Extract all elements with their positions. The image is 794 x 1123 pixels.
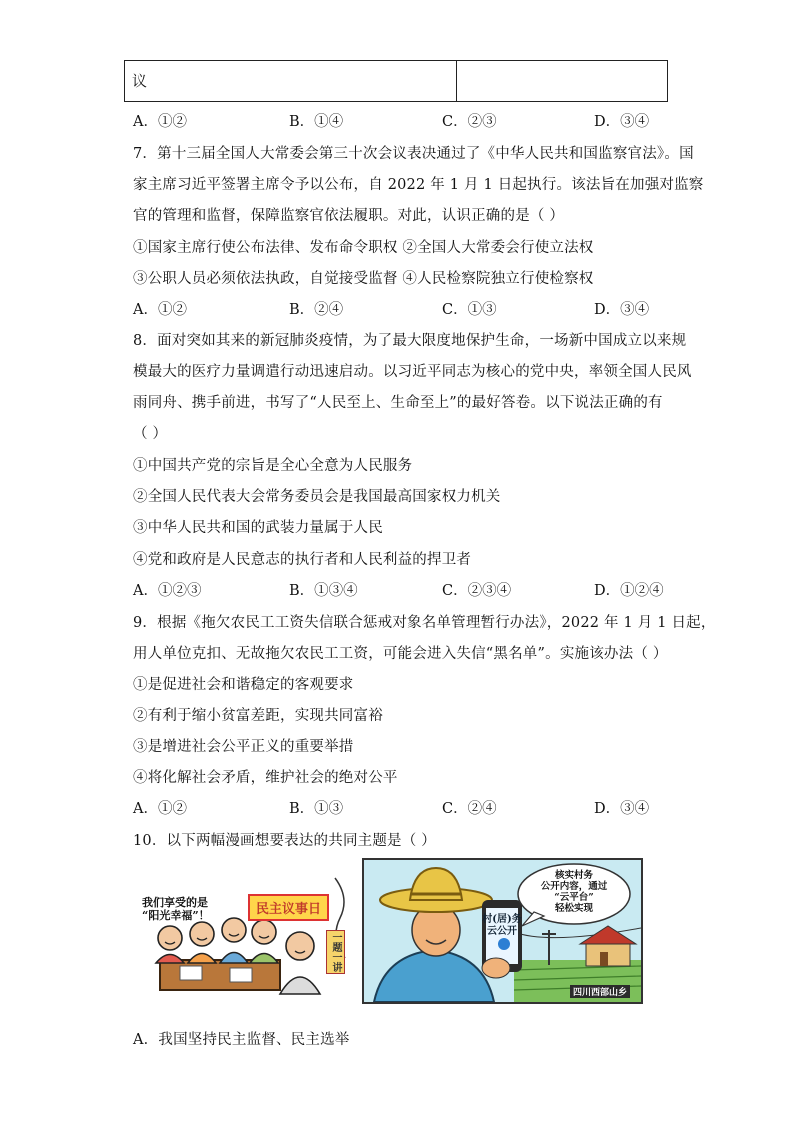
option-b[interactable]: B．①③ [289,801,344,817]
option-c[interactable]: C．②③ [442,114,497,130]
option-a[interactable]: A．①②③ [133,583,202,599]
place-label: 四川西部山乡 [570,985,630,998]
option-c[interactable]: C．②④ [442,801,497,817]
caption-line: “阳光幸福”！ [142,909,210,922]
comic-village-affairs-cloud [362,858,643,1004]
statement-row: ③中华人民共和国的武装力量属于人民 [133,520,383,536]
table-cell: 议 [132,72,148,90]
answer-blank: （ ） [133,426,168,442]
bubble-line: 核实村务 [554,870,593,881]
question-text: 10．以下两幅漫画想要表达的共同主题是（ ） [133,833,436,849]
statement-row: ④党和政府是人民意志的执行者和人民利益的捍卫者 [133,552,472,568]
option-a[interactable]: A．①② [133,114,187,130]
bubble-line: 公开内容，通过 [540,881,608,892]
question-text: 家主席习近平签署主席令予以公布，自 2022 年 1 月 1 日起执行。该法旨在加强对监察 [133,177,704,193]
bubble-line: “云平台” [554,892,594,903]
option-c[interactable]: C．②③④ [442,583,512,599]
phone-screen-text [482,914,522,938]
statement-row: ③是增进社会公平正义的重要举措 [133,739,354,755]
comic-caption [142,896,210,922]
bubble-line: 轻松实现 [554,903,593,914]
question-text: 用人单位克扣、无故拖欠农民工工资，可能会进入失信“黑名单”。实施该办法（ ） [133,646,668,662]
statement-row: ①中国共产党的宗旨是全心全意为人民服务 [133,458,413,474]
answer-table-fragment [124,60,668,102]
question-text: 官的管理和监督，保障监察官依法履职。对此，认识正确的是（ ） [133,208,565,224]
question-text: 雨同舟、携手前进，书写了“人民至上、生命至上”的最好答卷。以下说法正确的有 [133,395,663,411]
option-d[interactable]: D．③④ [594,114,650,130]
question-text: 8．面对突如其来的新冠肺炎疫情，为了最大限度地保护生命，一场新中国成立以来规 [133,333,687,349]
statement-row: ①国家主席行使公布法律、发布命令职权 ②全国人大常委会行使立法权 [133,240,594,256]
option-c[interactable]: C．①③ [442,302,497,318]
statement-row: ③公职人员必须依法执政，自觉接受监督 ④人民检察院独立行使检察权 [133,271,594,287]
comic-illustration [140,868,355,998]
option-a[interactable]: A．我国坚持民主监督、民主选举 [133,1032,350,1048]
option-a[interactable]: A．①② [133,801,187,817]
caption-line: 我们享受的是 [142,896,208,909]
statement-row: ①是促进社会和谐稳定的客观要求 [133,677,354,693]
option-d[interactable]: D．③④ [594,801,650,817]
statement-row: ④将化解社会矛盾，维护社会的绝对公平 [133,770,398,786]
question-text: 9．根据《拖欠农民工工资失信联合惩戒对象名单管理暂行办法》，2022 年 1 月 1 日起， [133,615,716,631]
statement-row: ②有利于缩小贫富差距，实现共同富裕 [133,708,383,724]
option-d[interactable]: D．③④ [594,302,650,318]
side-sign: 一题一讲 [326,930,345,974]
option-b[interactable]: B．①④ [289,114,344,130]
option-d[interactable]: D．①②④ [594,583,664,599]
democracy-day-sign: 民主议事日 [248,894,329,921]
question-text: 7．第十三届全国人大常委会第三十次会议表决通过了《中华人民共和国监察官法》。国 [133,146,694,162]
phone-text-line: 云公开 [487,926,517,937]
question-text: 模最大的医疗力量调遣行动迅速启动。以习近平同志为核心的党中央，率领全国人民风 [133,364,692,380]
table-divider [456,61,457,101]
statement-row: ②全国人民代表大会常务委员会是我国最高国家权力机关 [133,489,501,505]
option-a[interactable]: A．①② [133,302,187,318]
comic-democracy-meeting [140,868,355,998]
phone-text-line: 村(居)务 [482,914,522,925]
option-b[interactable]: B．①③④ [289,583,358,599]
option-b[interactable]: B．②④ [289,302,344,318]
speech-bubble [530,870,618,914]
